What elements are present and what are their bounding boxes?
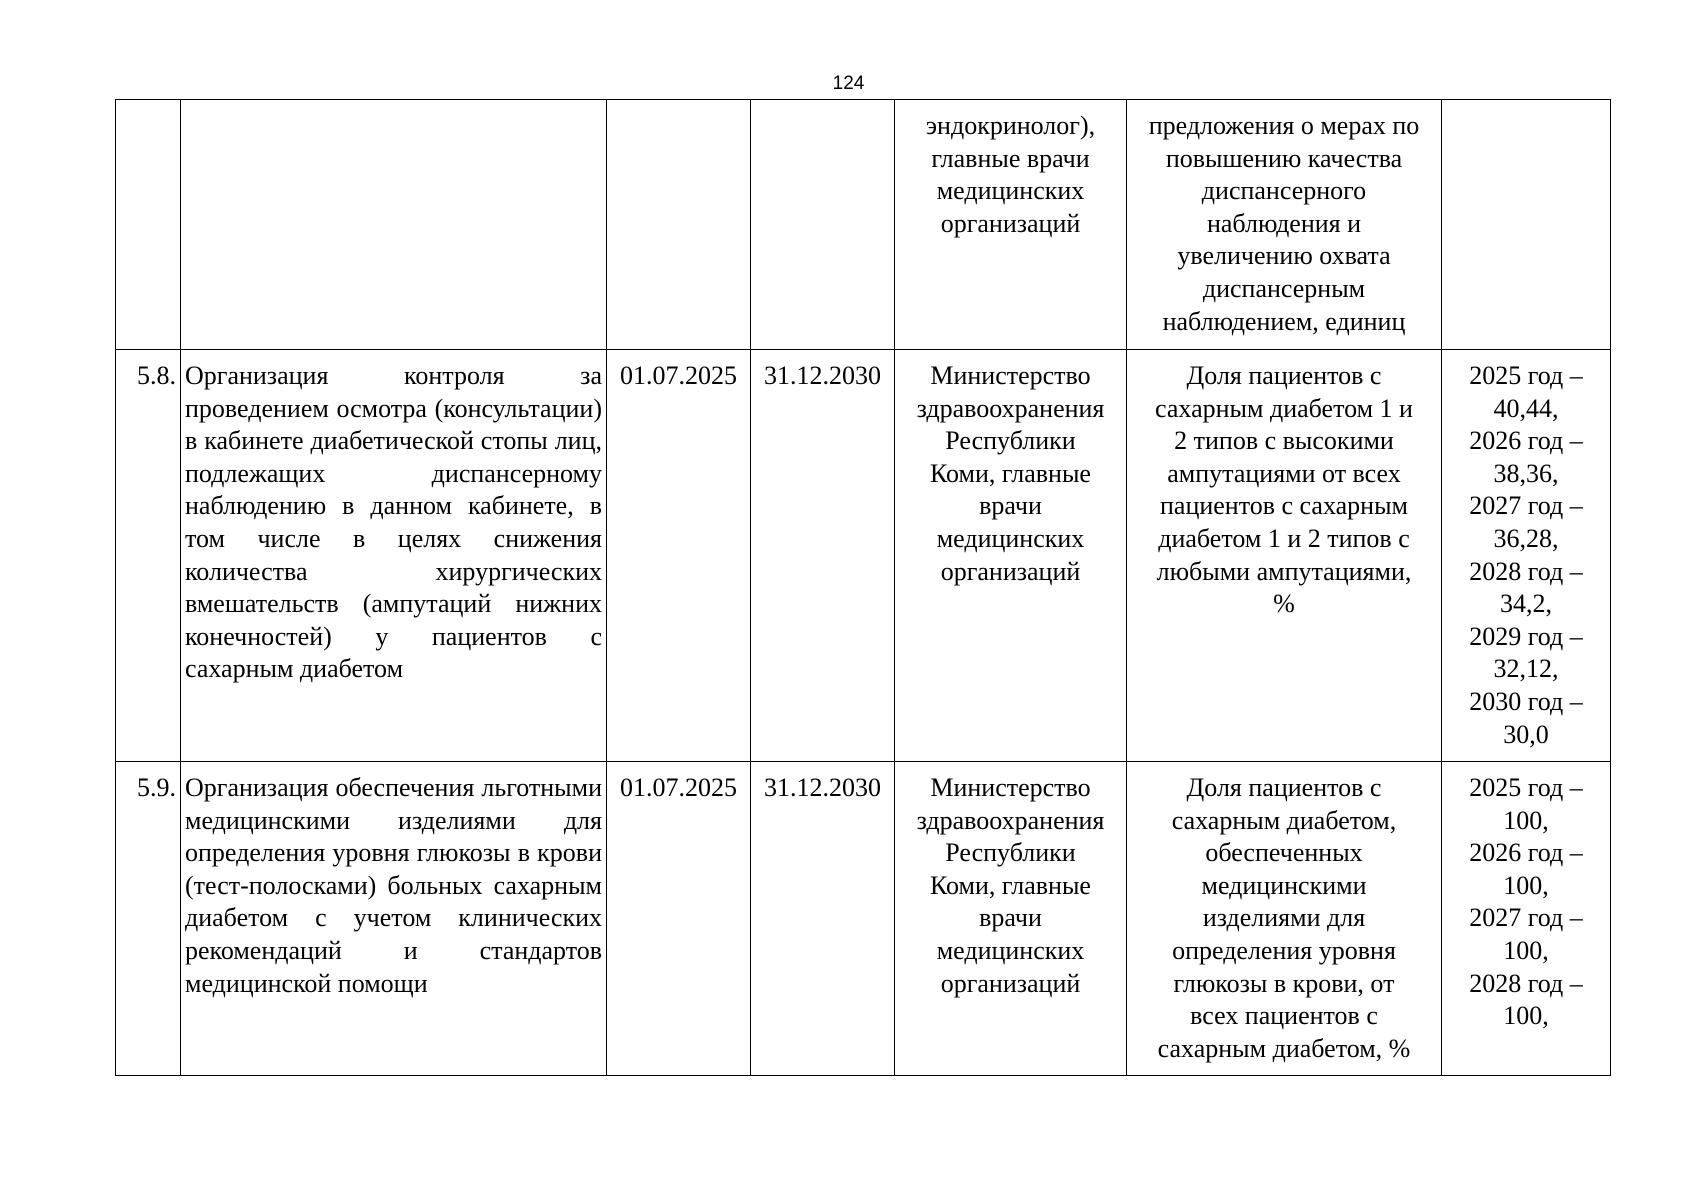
page-number: 124: [832, 73, 865, 94]
action-cell: [181, 100, 607, 350]
responsible-cell: [895, 100, 1127, 350]
action-text: Организация контроля за проведением осмотра (консультации) в кабинете диабетической стопы лиц, подлежащих диспансерному наблюдению в данном кабинете, в том числе в целях снижения количества хирургических вмешательств (ампутаций нижних конечностей) у пациентов с сахарным диабетом: [185, 361, 602, 684]
action-cell: [181, 762, 607, 1076]
end-date-cell: [751, 350, 895, 762]
start-date: 01.07.2025: [620, 361, 737, 390]
measures-table: [115, 99, 1611, 1076]
values-cell: [1442, 350, 1611, 762]
start-date-cell: [607, 100, 751, 350]
target-values: 2025 год – 100, 2026 год – 100, 2027 год – 100, 2028 год – 100,: [1469, 773, 1583, 1031]
indicator-cell: [1127, 350, 1442, 762]
responsible-cell: [895, 762, 1127, 1076]
indicator-cell: [1127, 100, 1442, 350]
row-number: 5.8.: [137, 361, 176, 390]
start-date-cell: [607, 350, 751, 762]
start-date: 01.07.2025: [620, 773, 737, 802]
start-date-cell: [607, 762, 751, 1076]
indicator-text: Доля пациентов с сахарным диабетом 1 и 2 типов с высокими ампутациями от всех пациентов с сахарным диабетом 1 и 2 типов с любыми ампутациями, %: [1155, 361, 1413, 619]
table-row: [116, 350, 1611, 762]
indicator-cell: [1127, 762, 1442, 1076]
row-number: 5.9.: [137, 773, 176, 802]
end-date-cell: [751, 100, 895, 350]
responsible-text: Министерство здравоохранения Республики Коми, главные врачи медицинских организаций: [916, 773, 1105, 998]
action-cell: [181, 350, 607, 762]
values-cell: [1442, 762, 1611, 1076]
action-text: Организация обеспечения льготными медицинскими изделиями для определения уровня глюкозы в крови (тест-полосками) больных сахарным диабетом с учетом клинических рекомендаций и стандартов медицинской помощи: [185, 773, 602, 998]
indicator-text: Доля пациентов с сахарным диабетом, обеспеченных медицинскими изделиями для определения уровня глюкозы в крови, от всех пациентов с сахарным диабетом, %: [1157, 773, 1411, 1063]
end-date-cell: [751, 762, 895, 1076]
responsible-text: Министерство здравоохранения Республики Коми, главные врачи медицинских организаций: [916, 361, 1105, 586]
number-cell: [116, 100, 181, 350]
responsible-cell: [895, 350, 1127, 762]
table-row-continuation: [116, 100, 1611, 350]
indicator-text: предложения о мерах по повышению качества диспансерного наблюдения и увеличению охвата диспансерным наблюдением, единиц: [1148, 111, 1420, 336]
end-date: 31.12.2030: [764, 361, 881, 390]
table-row: [116, 762, 1611, 1076]
number-cell: [116, 762, 181, 1076]
end-date: 31.12.2030: [764, 773, 881, 802]
number-cell: [116, 350, 181, 762]
target-values: 2025 год – 40,44, 2026 год – 38,36, 2027 год – 36,28, 2028 год – 34,2, 2029 год – 32,12, 2030 год – 30,0: [1469, 361, 1583, 749]
responsible-text: эндокринолог), главные врачи медицинских организаций: [925, 111, 1096, 238]
values-cell: [1442, 100, 1611, 350]
